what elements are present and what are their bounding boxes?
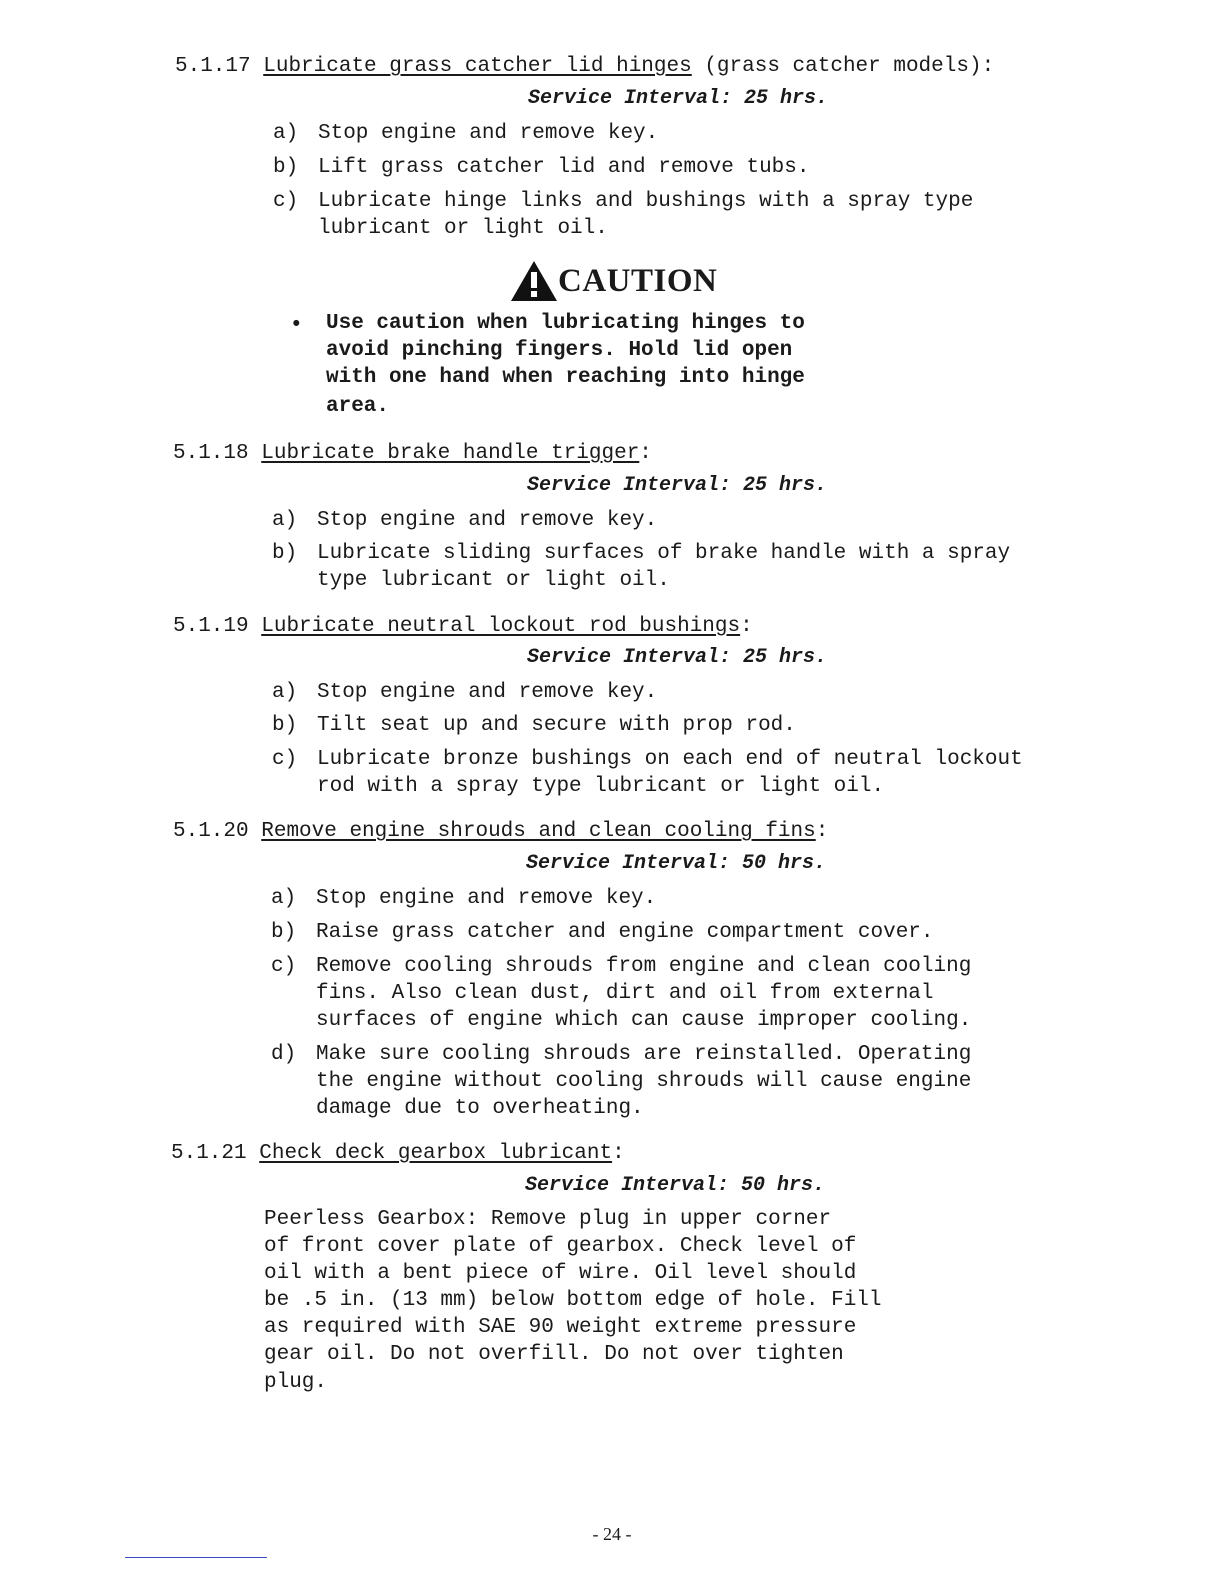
step-label: b) bbox=[271, 921, 297, 944]
bullet-dot: • bbox=[290, 314, 303, 337]
step-text: surfaces of engine which can cause improper cooling. bbox=[316, 1009, 972, 1032]
warning-triangle-icon bbox=[510, 260, 558, 302]
section-title-suffix: : bbox=[639, 442, 652, 465]
section-heading bbox=[173, 614, 753, 640]
footer-rule bbox=[125, 1557, 267, 1558]
paragraph-line: gear oil. Do not overfill. Do not over tighten bbox=[264, 1343, 844, 1366]
step-text: rod with a spray type lubricant or light oil. bbox=[317, 775, 885, 798]
section-title-suffix: : bbox=[612, 1142, 625, 1165]
paragraph-line: as required with SAE 90 weight extreme pressure bbox=[264, 1316, 857, 1339]
step-label: a) bbox=[273, 122, 299, 145]
step-text: Lubricate sliding surfaces of brake handle with a spray bbox=[317, 542, 1011, 565]
step-text: Stop engine and remove key. bbox=[318, 122, 659, 145]
step-label: a) bbox=[271, 887, 297, 910]
paragraph-line: of front cover plate of gearbox. Check level of bbox=[264, 1235, 857, 1258]
paragraph-line: oil with a bent piece of wire. Oil level should bbox=[264, 1262, 857, 1285]
step-label: b) bbox=[273, 156, 299, 179]
section-heading bbox=[173, 819, 828, 845]
section-number: 5.1.19 bbox=[173, 615, 249, 638]
caution-title: CAUTION bbox=[558, 263, 718, 299]
step-text: Remove cooling shrouds from engine and clean cooling bbox=[316, 955, 972, 978]
step-label: c) bbox=[272, 748, 298, 771]
step-text: Lift grass catcher lid and remove tubs. bbox=[318, 156, 810, 179]
section-heading bbox=[175, 54, 994, 80]
step-text: Stop engine and remove key. bbox=[317, 681, 658, 704]
service-interval: Service Interval: 25 hrs. bbox=[528, 87, 829, 110]
section-number: 5.1.20 bbox=[173, 820, 249, 843]
step-text: the engine without cooling shrouds will cause engine bbox=[316, 1070, 972, 1093]
paragraph-line: plug. bbox=[264, 1371, 328, 1394]
step-label: a) bbox=[272, 681, 298, 704]
section-title-suffix: : bbox=[815, 820, 829, 843]
caution-text: avoid pinching fingers. Hold lid open bbox=[326, 339, 793, 362]
step-label: b) bbox=[272, 542, 298, 565]
section-title-suffix: : bbox=[740, 615, 753, 638]
step-text: type lubricant or light oil. bbox=[317, 569, 670, 592]
service-interval: Service Interval: 50 hrs. bbox=[526, 852, 827, 875]
caution-text: area. bbox=[326, 395, 390, 418]
step-text: Lubricate bronze bushings on each end of neutral lockout bbox=[317, 748, 1023, 771]
step-label: b) bbox=[272, 714, 298, 737]
caution-text: with one hand when reaching into hinge bbox=[326, 366, 805, 389]
section-heading bbox=[171, 1141, 625, 1167]
step-text: Raise grass catcher and engine compartment cover. bbox=[316, 921, 934, 944]
step-text: Stop engine and remove key. bbox=[317, 509, 658, 532]
step-text: fins. Also clean dust, dirt and oil from external bbox=[316, 982, 934, 1005]
section-number: 5.1.17 bbox=[175, 55, 251, 78]
page-number: - 24 - bbox=[592, 1524, 632, 1544]
step-text: Tilt seat up and secure with prop rod. bbox=[317, 714, 796, 737]
section-title: Lubricate brake handle trigger bbox=[261, 442, 640, 465]
step-text: Make sure cooling shrouds are reinstalled. Operating bbox=[316, 1043, 972, 1066]
step-label: c) bbox=[271, 955, 297, 978]
service-interval: Service Interval: 25 hrs. bbox=[527, 646, 828, 669]
step-label: d) bbox=[271, 1043, 297, 1066]
paragraph-line: be .5 in. (13 mm) below bottom edge of hole. Fill bbox=[264, 1289, 882, 1312]
section-heading bbox=[173, 441, 652, 467]
step-label: c) bbox=[273, 190, 299, 213]
section-title: Lubricate grass catcher lid hinges bbox=[263, 55, 692, 78]
section-number: 5.1.18 bbox=[173, 442, 249, 465]
step-text: Lubricate hinge links and bushings with a spray type bbox=[318, 190, 974, 213]
caution-text: Use caution when lubricating hinges to bbox=[326, 312, 805, 335]
section-title: Lubricate neutral lockout rod bushings bbox=[261, 615, 741, 638]
caution-heading bbox=[510, 258, 717, 304]
paragraph-line: Peerless Gearbox: Remove plug in upper corner bbox=[264, 1208, 832, 1231]
step-label: a) bbox=[272, 509, 298, 532]
service-interval: Service Interval: 50 hrs. bbox=[525, 1174, 826, 1197]
section-title: Remove engine shrouds and clean cooling fins bbox=[261, 820, 816, 843]
step-text: lubricant or light oil. bbox=[318, 217, 608, 240]
section-title: Check deck gearbox lubricant bbox=[259, 1142, 613, 1165]
step-text: Stop engine and remove key. bbox=[316, 887, 657, 910]
section-number: 5.1.21 bbox=[171, 1142, 247, 1165]
step-text: damage due to overheating. bbox=[316, 1097, 644, 1120]
service-interval: Service Interval: 25 hrs. bbox=[527, 474, 828, 497]
section-title-suffix: (grass catcher models): bbox=[691, 55, 995, 78]
